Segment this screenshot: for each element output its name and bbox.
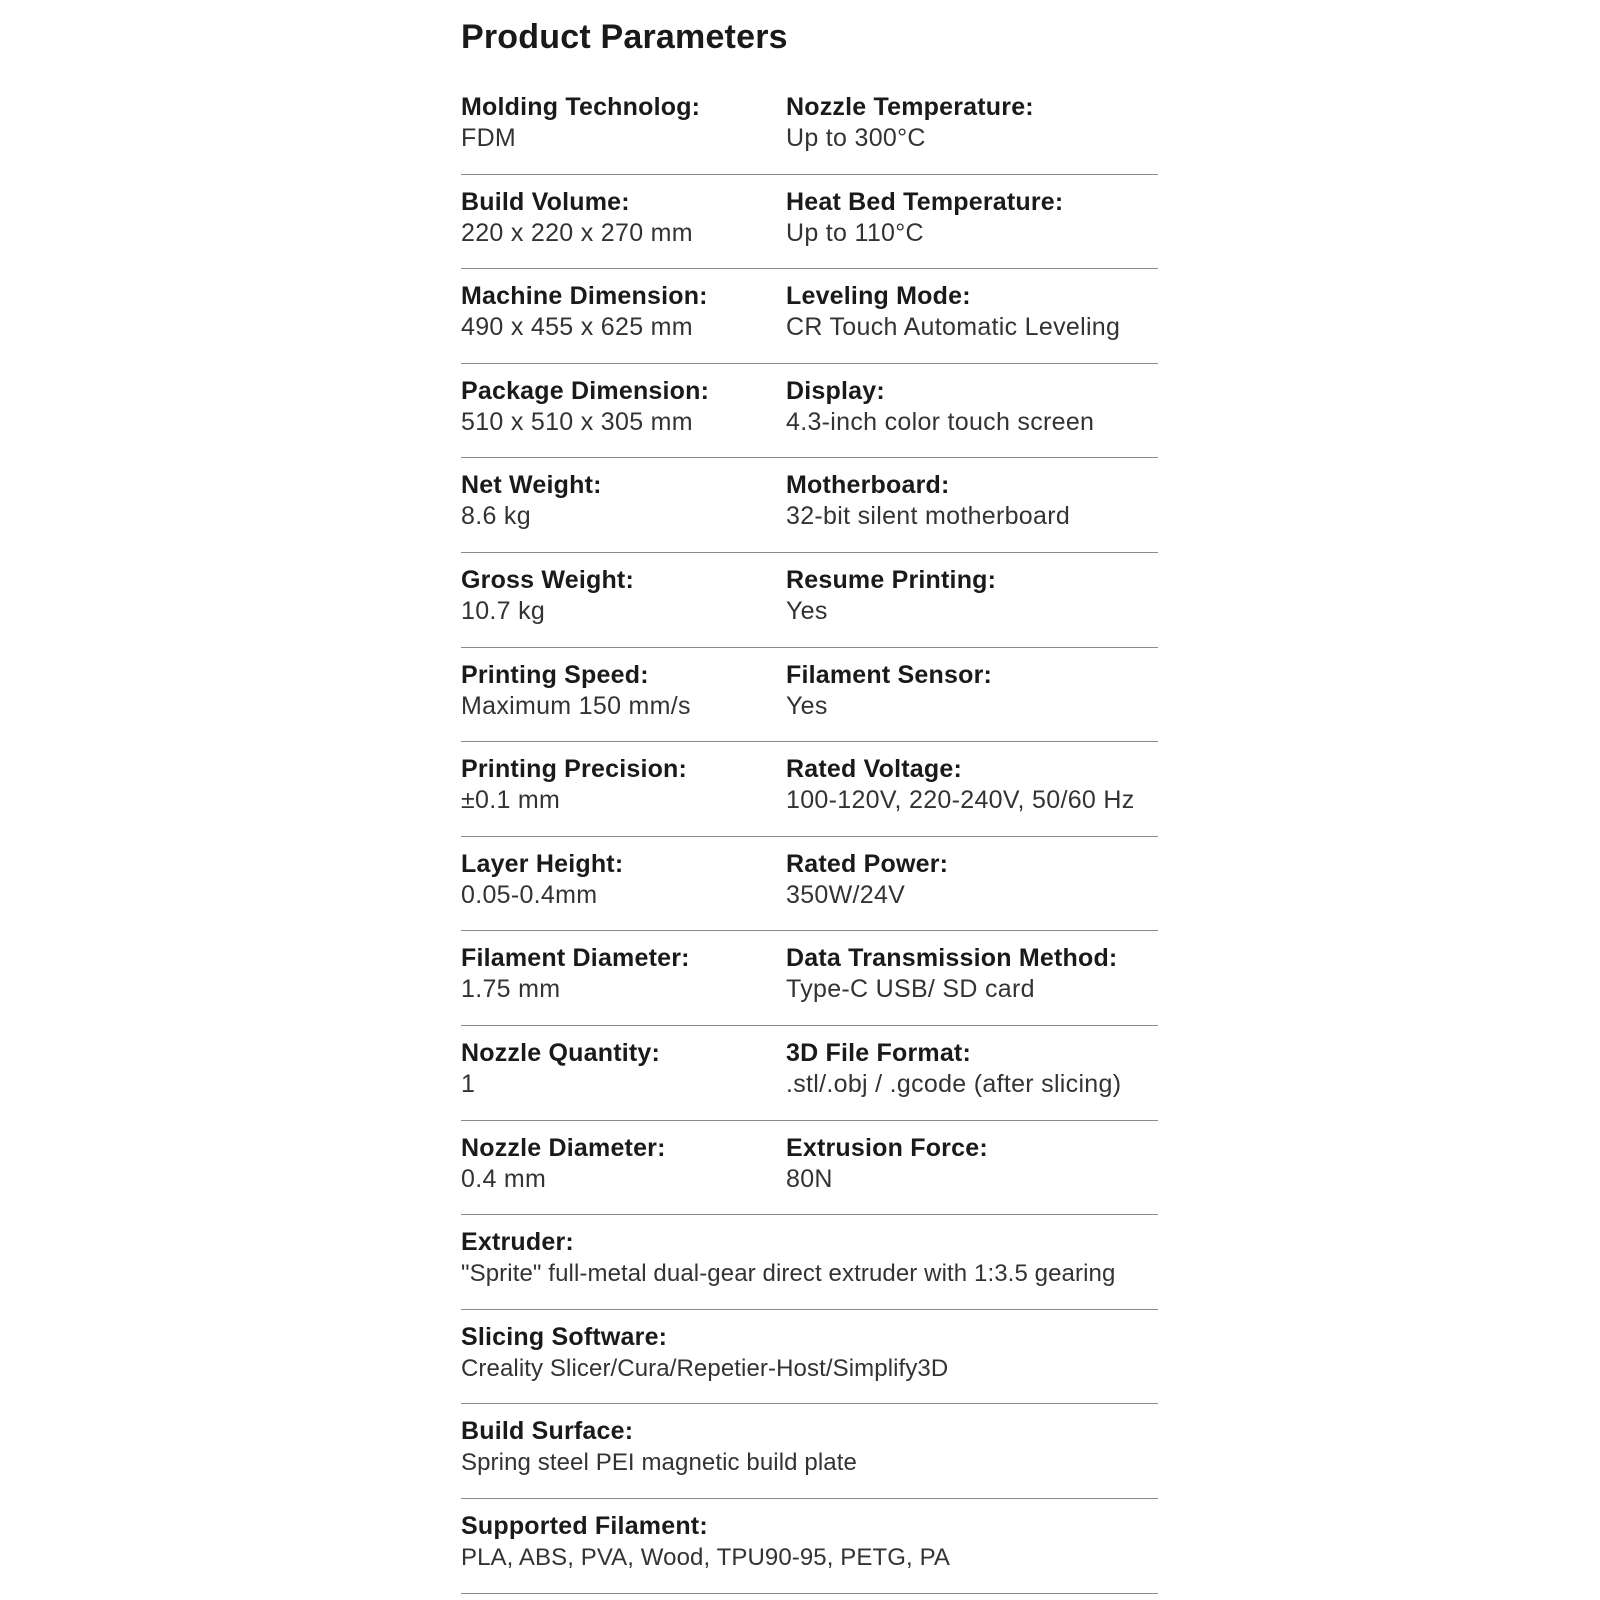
parameter-cell [786, 660, 992, 722]
parameter-label: Machine Dimension: [461, 282, 708, 311]
parameter-cell [461, 754, 687, 816]
parameter-value: 350W/24V [786, 880, 906, 909]
parameter-label: Slicing Software: [461, 1322, 668, 1351]
parameter-cell [786, 187, 1063, 249]
parameter-value: 10.7 kg [461, 596, 546, 625]
parameter-row [461, 931, 1158, 1026]
parameter-cell [461, 943, 690, 1005]
parameter-value: FDM [461, 124, 517, 152]
parameter-cell [461, 1227, 1115, 1289]
parameter-cell [461, 660, 691, 722]
parameter-row [461, 1121, 1158, 1216]
parameter-cell [786, 943, 1117, 1005]
parameter-list [461, 80, 1158, 1594]
parameter-label: Leveling Mode: [786, 282, 971, 311]
parameter-value: Type-C USB/ SD card [786, 975, 1035, 1004]
parameter-value: 0.4 mm [461, 1164, 547, 1193]
parameter-value: Yes [786, 691, 828, 720]
parameter-row [461, 80, 1158, 175]
parameter-cell [786, 281, 1120, 343]
parameter-value: 0.05-0.4mm [461, 880, 598, 909]
parameter-value: Up to 300°C [786, 124, 926, 152]
parameter-label: Filament Diameter: [461, 944, 690, 973]
parameter-value: ±0.1 mm [461, 786, 561, 815]
parameter-row [461, 648, 1158, 743]
parameter-cell [786, 376, 1094, 438]
parameter-label: Printing Speed: [461, 660, 649, 689]
parameter-label: Nozzle Quantity: [461, 1038, 661, 1067]
parameter-value: 490 x 455 x 625 mm [461, 313, 693, 342]
parameter-row-full [461, 1310, 1158, 1405]
parameter-label: Nozzle Temperature: [786, 93, 1034, 121]
parameter-cell [461, 1038, 660, 1100]
parameter-label: Molding Technolog: [461, 93, 701, 121]
parameter-label: Net Weight: [461, 471, 602, 500]
parameter-cell [461, 849, 623, 911]
parameter-row-full [461, 1404, 1158, 1499]
parameter-cell [786, 1038, 1121, 1100]
parameter-label: Build Surface: [461, 1417, 634, 1446]
parameter-value: 1 [461, 1069, 476, 1098]
parameter-label: Build Volume: [461, 187, 630, 216]
parameter-label: Motherboard: [786, 471, 950, 500]
parameter-label: Resume Printing: [786, 565, 997, 594]
parameter-label: Printing Precision: [461, 755, 688, 784]
parameter-value: Spring steel PEI magnetic build plate [461, 1449, 857, 1477]
parameter-value: Maximum 150 mm/s [461, 691, 691, 720]
parameter-row [461, 269, 1158, 364]
parameter-row [461, 837, 1158, 932]
parameter-cell [461, 376, 709, 438]
parameter-value: Yes [786, 596, 828, 625]
parameter-value: CR Touch Automatic Leveling [786, 313, 1121, 342]
parameter-label: Rated Power: [786, 849, 949, 878]
parameter-label: Rated Voltage: [786, 755, 962, 784]
parameter-label: Nozzle Diameter: [461, 1133, 666, 1162]
parameter-cell [461, 1133, 666, 1195]
parameter-value: Creality Slicer/Cura/Repetier-Host/Simplify3D [461, 1354, 949, 1382]
parameter-value: 8.6 kg [461, 502, 531, 531]
parameter-label: Filament Sensor: [786, 660, 993, 689]
parameter-value: 4.3-inch color touch screen [786, 407, 1095, 436]
parameter-row [461, 458, 1158, 553]
parameter-cell [786, 754, 1135, 816]
parameter-label: Data Transmission Method: [786, 944, 1118, 973]
parameter-cell [461, 1511, 950, 1573]
parameter-label: Extrusion Force: [786, 1133, 988, 1162]
parameter-row [461, 175, 1158, 270]
parameter-value: .stl/.obj / .gcode (after slicing) [786, 1069, 1122, 1098]
parameter-label: Heat Bed Temperature: [786, 187, 1064, 216]
parameter-row-full [461, 1215, 1158, 1310]
parameter-value: 32-bit silent motherboard [786, 502, 1071, 531]
parameter-value: PLA, ABS, PVA, Wood, TPU90-95, PETG, PA [461, 1543, 951, 1571]
parameter-cell [786, 470, 1070, 532]
parameter-value: 510 x 510 x 305 mm [461, 407, 693, 436]
parameter-label: Gross Weight: [461, 565, 634, 594]
parameter-value: 1.75 mm [461, 975, 561, 1004]
parameter-cell [461, 187, 693, 249]
parameter-label: Supported Filament: [461, 1511, 708, 1540]
parameter-cell [786, 1133, 988, 1195]
parameter-cell [461, 565, 634, 627]
parameter-label: Extruder: [461, 1228, 574, 1257]
parameter-label: Package Dimension: [461, 376, 710, 405]
parameter-cell [786, 565, 996, 627]
parameter-cell [786, 849, 948, 911]
parameter-value: 220 x 220 x 270 mm [461, 218, 693, 247]
parameter-cell [786, 92, 1034, 154]
parameter-row-full [461, 1499, 1158, 1594]
parameter-label: Display: [786, 376, 885, 405]
parameter-row [461, 742, 1158, 837]
page-title: Product Parameters [461, 18, 788, 56]
parameter-value: Up to 110°C [786, 218, 924, 247]
parameter-label: Layer Height: [461, 849, 624, 878]
parameter-cell [461, 92, 700, 154]
parameter-cell [461, 1322, 948, 1384]
parameter-value: 80N [786, 1164, 833, 1193]
parameter-value: 100-120V, 220-240V, 50/60 Hz [786, 786, 1135, 815]
parameter-row [461, 553, 1158, 648]
parameter-row [461, 1026, 1158, 1121]
parameter-row [461, 364, 1158, 459]
parameter-label: 3D File Format: [786, 1038, 971, 1067]
parameter-value: "Sprite" full-metal dual-gear direct extruder with 1:3.5 gearing [461, 1260, 1116, 1288]
parameter-cell [461, 470, 602, 532]
parameter-cell [461, 281, 708, 343]
parameter-cell [461, 1416, 857, 1478]
